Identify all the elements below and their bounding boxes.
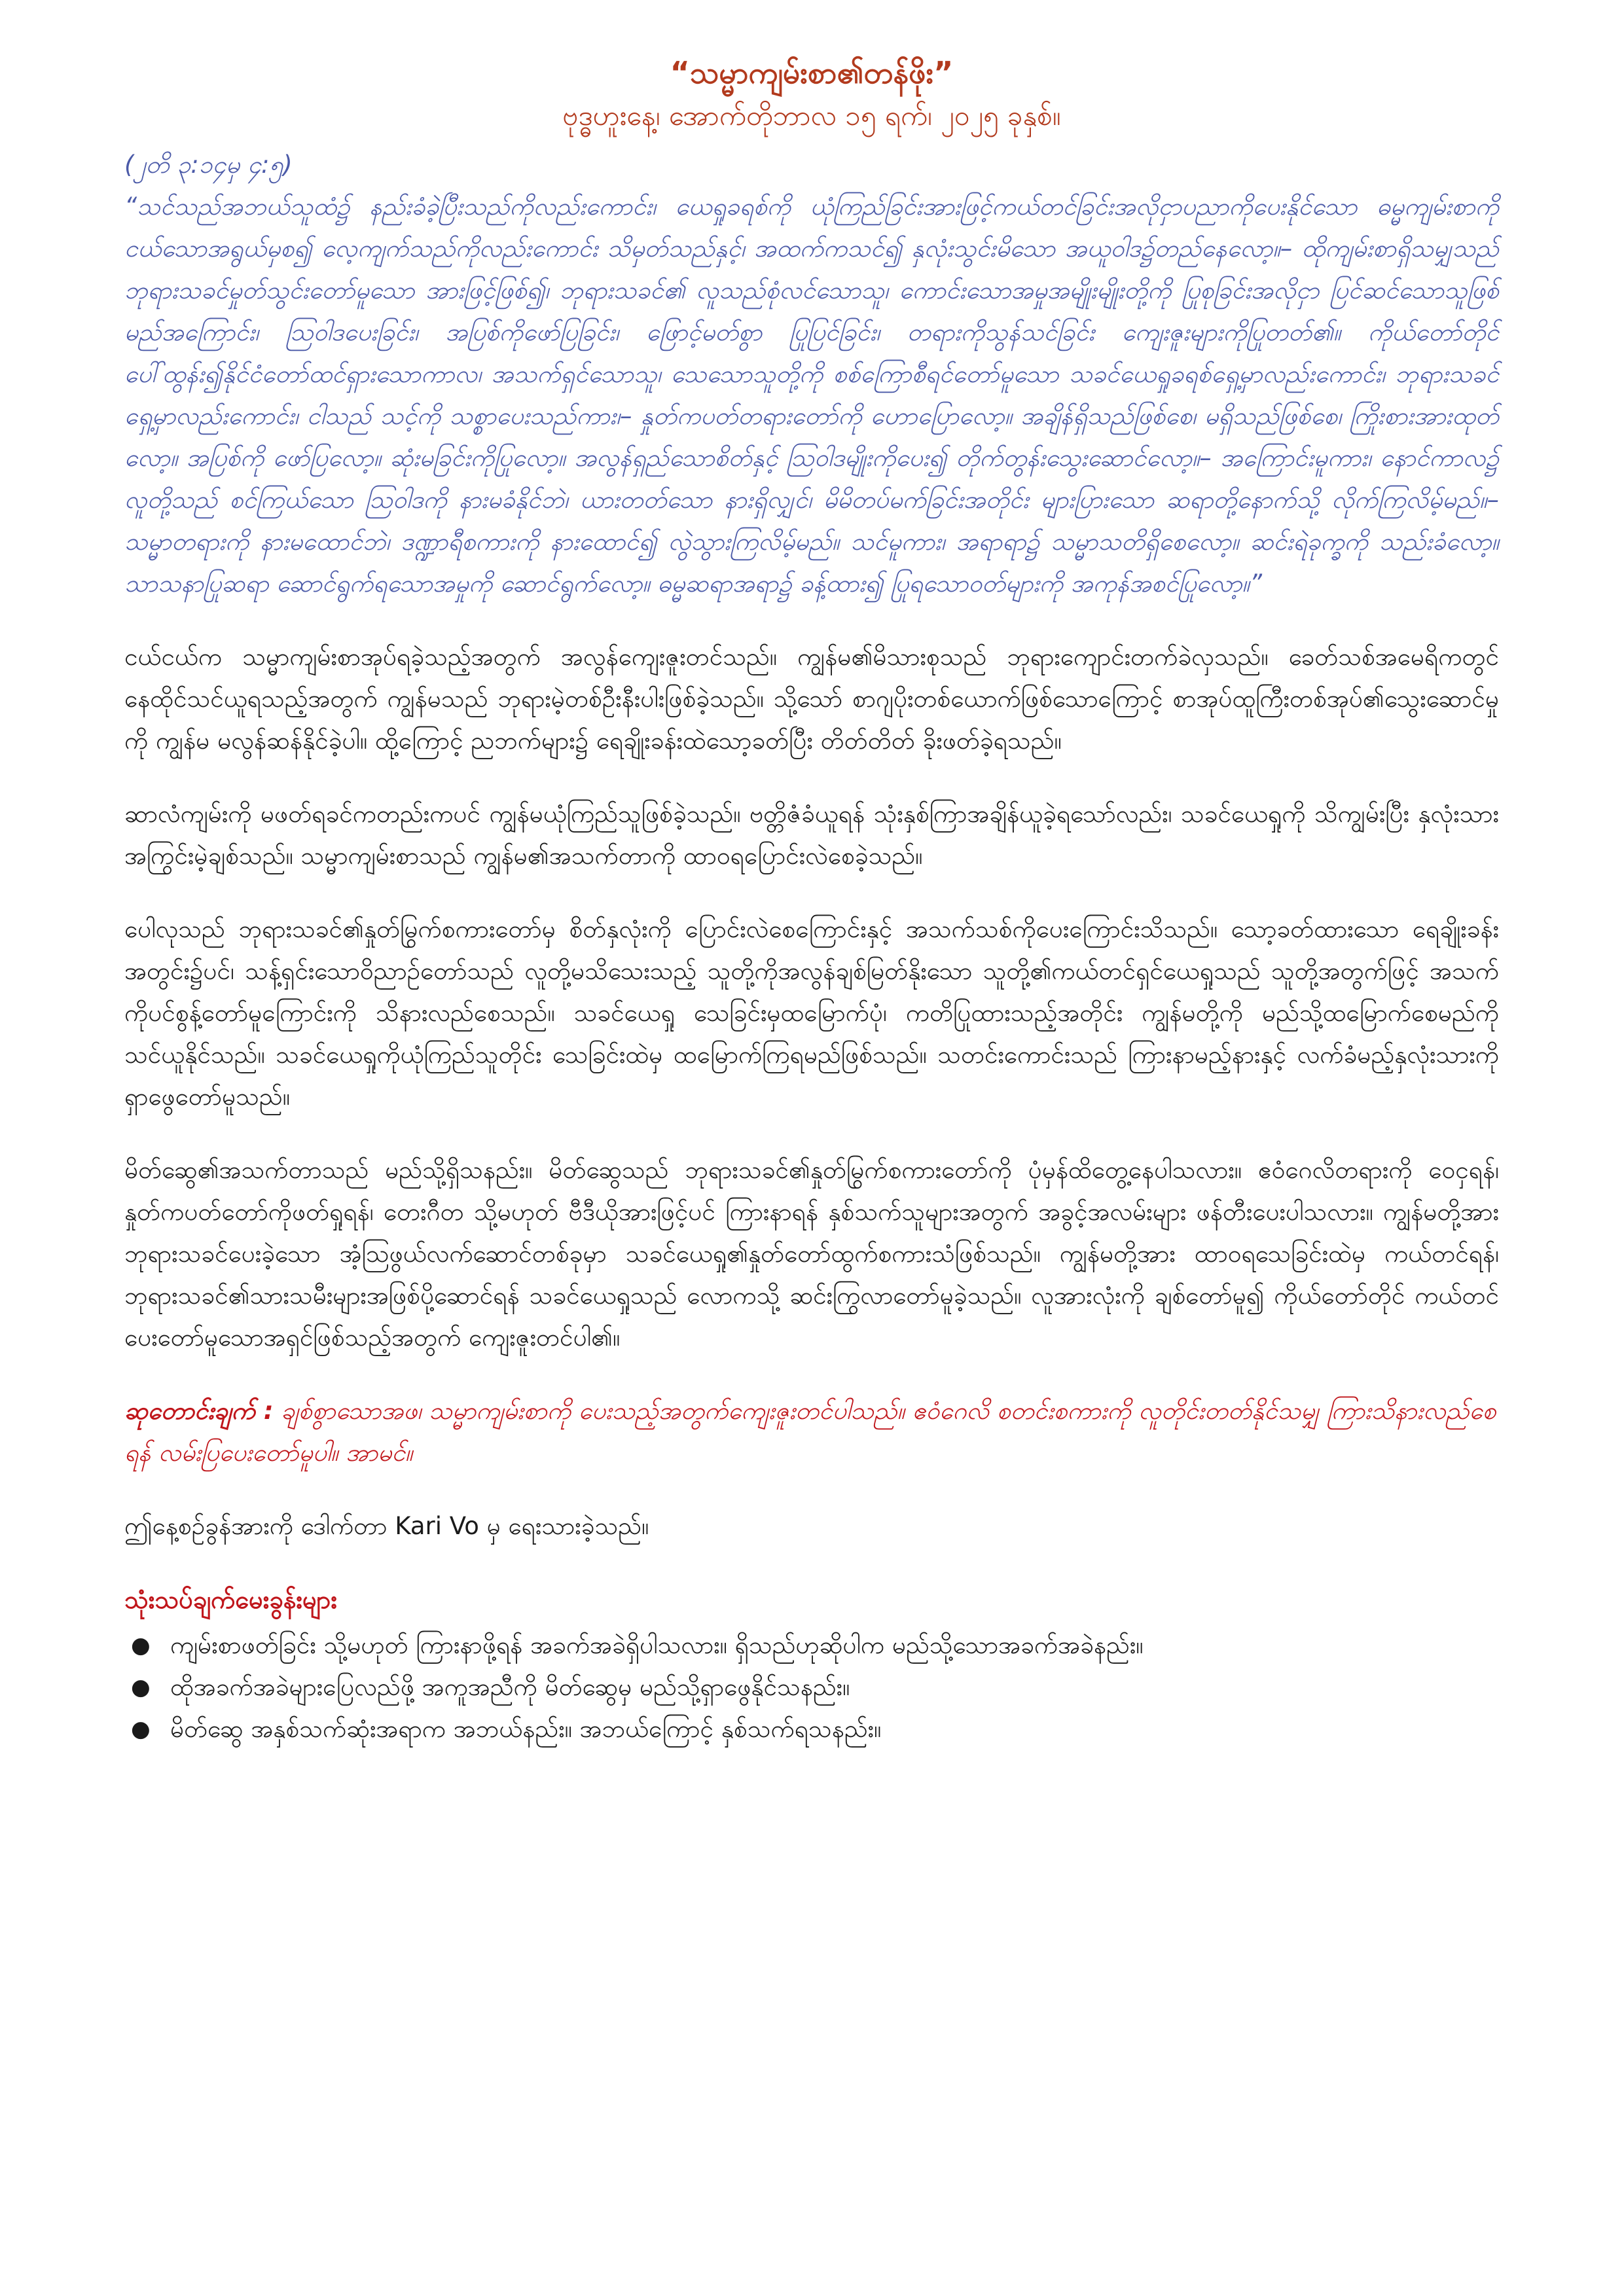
list-item [124, 1666, 1499, 1708]
body-paragraph-4: မိတ်ဆွေ၏အသက်တာသည် မည်သို့ရှိသနည်း။ မိတ်ဆွေသည် ဘုရားသခင်၏နှုတ်မြွက်စကားတော်ကို ပုံမှန်ထိတွေ့နေပါသလား။ ဧဝံဂေလိတရားကို ဝေငှရန်၊ နှုတ်ကပတ်တော်ကိုဖတ်ရှုရန်၊ တေးဂီတ သို့မဟုတ် ဗီဒီယိုအားဖြင့်ပင် ကြားနာရန် နှစ်သက်သူများအတွက် အခွင့်အလမ်းများ ဖန်တီးပေးပါသလား။ ကျွန်မတို့အား ဘုရားသခင်ပေးခဲ့သော အံ့ဩဖွယ်လက်ဆောင်တစ်ခုမှာ သခင်ယေရှု၏နှုတ်တော်ထွက်စကားသံဖြစ်သည်။ ကျွန်မတို့အား ထာဝရသေခြင်းထဲမှ ကယ်တင်ရန်၊ ဘုရားသခင်၏သားသမီးများအဖြစ်ပို့ဆောင်ရန် သခင်ယေရှုသည် လောကသို့ ဆင်းကြွလာတော်မူခဲ့သည်။ လူအားလုံးကို ချစ်တော်မူ၍ ကိုယ်တော်တိုင် ကယ်တင်ပေးတော်မူသောအရှင်ဖြစ်သည့်အတွက် ကျေးဇူးတင်ပါ၏။ [124, 1156, 1499, 1352]
bullet-icon: ● [131, 1632, 151, 1659]
question-text: မိတ်ဆွေ အနှစ်သက်ဆုံးအရာက အဘယ်နည်း။ အဘယ်ကြောင့် နှစ်သက်ရသနည်း။ [170, 1715, 882, 1743]
reflection-questions-title: သုံးသပ်ချက်မေးခွန်းများ [124, 1585, 338, 1614]
author-note: ဤနေ့စဉ်ခွန်အားကို ဒေါက်တာ Kari Vo မှ ရေးသားခဲ့သည်။ [124, 1512, 649, 1540]
body-paragraph-1: ငယ်ငယ်က သမ္မာကျမ်းစာအုပ်ရခဲ့သည့်အတွက် အလွန်ကျေးဇူးတင်သည်။ ကျွန်မ၏မိသားစုသည် ဘုရားကျောင်းတက်ခဲလှသည်။ ခေတ်သစ်အမေရိကတွင် နေထိုင်သင်ယူရသည့်အတွက် ကျွန်မသည် ဘုရားမဲ့တစ်ဦးနီးပါးဖြစ်ခဲ့သည်။ သို့သော် စာဂျပိုးတစ်ယောက်ဖြစ်သောကြောင့် စာအုပ်ထူကြီးတစ်အုပ်၏သွေးဆောင်မှုကို ကျွန်မ မလွန်ဆန်နိုင်ခဲ့ပါ။ ထို့ကြောင့် ညဘက်များ၌ ရေချိုးခန်းထဲသော့ခတ်ပြီး တိတ်တိတ် ခိုးဖတ်ခဲ့ရသည်။ [124, 643, 1499, 755]
scripture-reference: (၂တိ ၃:၁၄မှ ၄:၅) [124, 151, 293, 179]
document-page [124, 52, 1499, 2251]
list-item [124, 1708, 1499, 1750]
prayer [124, 1390, 1499, 1474]
scripture-quote [124, 144, 1499, 605]
scripture-text: “သင်သည်အဘယ်သူထံ၌ နည်းခံခဲ့ပြီးသည်ကိုလည်းကောင်း၊ ယေရှုခရစ်ကို ယုံကြည်ခြင်းအားဖြင့်ကယ်တင်ခြင်းအလိုငှာပညာကိုပေးနိုင်သော ဓမ္မကျမ်းစာကို ငယ်သောအရွယ်မှစ၍ လေ့ကျက်သည်ကိုလည်းကောင်း သိမှတ်သည်နှင့်၊ အထက်ကသင်၍ နှလုံးသွင်းမိသော အယူဝါဒ၌တည်နေလော့။– ထိုကျမ်းစာရှိသမျှသည် ဘုရားသခင်မှုတ်သွင်းတော်မူသော အားဖြင့်ဖြစ်၍၊ ဘုရားသခင်၏ လူသည်စုံလင်သောသူ၊ ကောင်းသောအမှုအမျိုးမျိုးတို့ကို ပြုစုခြင်းအလိုငှာ ပြင်ဆင်သောသူဖြစ်မည်အကြောင်း၊ ဩဝါဒပေးခြင်း၊ အပြစ်ကိုဖော်ပြခြင်း၊ ဖြောင့်မတ်စွာ ပြုပြင်ခြင်း၊ တရားကိုသွန်သင်ခြင်း ကျေးဇူးများကိုပြုတတ်၏။ ကိုယ်တော်တိုင်ပေါ်ထွန်း၍နိုင်ငံတော်ထင်ရှားသောကာလ၊ အသက်ရှင်သောသူ၊ သေသောသူတို့ကို စစ်ကြောစီရင်တော်မူသော သခင်ယေရှုခရစ်ရှေ့မှာလည်းကောင်း၊ ဘုရားသခင်ရှေ့မှာလည်းကောင်း၊ ငါသည် သင့်ကို သစ္စာပေးသည်ကား၊– နှုတ်ကပတ်တရားတော်ကို ဟောပြောလော့။ အချိန်ရှိသည်ဖြစ်စေ၊ မရှိသည်ဖြစ်စေ၊ ကြိုးစားအားထုတ်လော့။ အပြစ်ကို ဖော်ပြလော့။ ဆုံးမခြင်းကိုပြုလော့။ အလွန်ရှည်သောစိတ်နှင့် ဩဝါဒမျိုးကိုပေး၍ တိုက်တွန်းသွေးဆောင်လော့။– အကြောင်းမူကား၊ နောင်ကာလ၌ လူတို့သည် စင်ကြယ်သော ဩဝါဒကို နားမခံနိုင်ဘဲ၊ ယားတတ်သော နားရှိလျှင်၊ မိမိတပ်မက်ခြင်းအတိုင်း များပြားသော ဆရာတို့နောက်သို့ လိုက်ကြလိမ့်မည်။– သမ္မာတရားကို နားမထောင်ဘဲ၊ ဒဏ္ဍာရီစကားကို နားထောင်၍ လွဲသွားကြလိမ့်မည်။ သင်မူကား၊ အရာရာ၌ သမ္မာသတိရှိစေလော့။ ဆင်းရဲခုက္ခကို သည်းခံလော့။ သာသနာပြုဆရာ ဆောင်ရွက်ရသောအမှုကို ဆောင်ရွက်လော့။ ဓမ္မဆရာအရာ၌ ခန့်ထား၍ ပြုရသောဝတ်များကို အကုန်အစင်ပြုလော့။” [124, 192, 1499, 598]
question-text: ထိုအခက်အခဲများပြေလည်ဖို့ အကူအညီကို မိတ်ဆွေမှ မည်သို့ရှာဖွေနိုင်သနည်း။ [170, 1673, 850, 1701]
question-text: ကျမ်းစာဖတ်ခြင်း သို့မဟုတ် ကြားနာဖို့ရန် အခက်အခဲရှိပါသလား။ ရှိသည်ဟုဆိုပါက မည်သို့သောအခက်အခဲနည်း။ [170, 1631, 1144, 1659]
bullet-icon: ● [131, 1716, 151, 1742]
prayer-text: ချစ်စွာသောအဖ၊ သမ္မာကျမ်းစာကို ပေးသည့်အတွက်ကျေးဇူးတင်ပါသည်။ ဧဝံဂေလိ စတင်းစကားကို လူတိုင်းတတ်နိုင်သမျှ ကြားသိနားလည်စေရန် လမ်းပြပေးတော်မူပါ။ အာမင်။ [124, 1397, 1496, 1467]
bullet-icon: ● [131, 1674, 151, 1700]
devotion-date: ဗုဒ္ဓဟူးနေ့၊ အောက်တိုဘာလ ၁၅ ရက်၊ ၂၀၂၅ ခုနှစ်။ [562, 99, 1061, 132]
reflection-questions-list [124, 1624, 1499, 1750]
body-paragraph-2: ဆာလံကျမ်းကို မဖတ်ရခင်ကတည်းကပင် ကျွန်မယုံကြည်သူဖြစ်ခဲ့သည်။ ဗတ္တိဇံခံယူရန် သုံးနှစ်ကြာအချိန်ယူခဲ့ရသော်လည်း၊ သခင်ယေရှုကို သိကျွမ်းပြီး နှလုံးသားအကြွင်းမဲ့ချစ်သည်။ သမ္မာကျမ်းစာသည် ကျွန်မ၏အသက်တာကို ထာဝရပြောင်းလဲစေခဲ့သည်။ [124, 800, 1499, 870]
list-item [124, 1624, 1499, 1666]
body-paragraph-3: ပေါလုသည် ဘုရားသခင်၏နှုတ်မြွက်စကားတော်မှ စိတ်နှလုံးကို ပြောင်းလဲစေကြောင်းနှင့် အသက်သစ်ကိုပေးကြောင်းသိသည်။ သော့ခတ်ထားသော ရေချိုးခန်းအတွင်း၌ပင်၊ သန့်ရှင်းသောဝိညာဉ်တော်သည် လူတို့မသိသေးသည့် သူတို့ကိုအလွန်ချစ်မြတ်နိုးသော သူတို့၏ကယ်တင်ရှင်ယေရှုသည် သူတို့အတွက်ဖြင့် အသက်ကိုပင်စွန့်တော်မူကြောင်းကို သိနားလည်စေသည်။ သခင်ယေရှု သေခြင်းမှထမြောက်ပုံ၊ ကတိပြုထားသည့်အတိုင်း ကျွန်မတို့ကို မည်သို့ထမြောက်စေမည်ကို သင်ယူနိုင်သည်။ သခင်ယေရှုကိုယုံကြည်သူတိုင်း သေခြင်းထဲမှ ထမြောက်ကြရမည်ဖြစ်သည်။ သတင်းကောင်းသည် ကြားနာမည့်နားနှင့် လက်ခံမည့်နှလုံးသားကို ရှာဖွေတော်မူသည်။ [124, 915, 1499, 1111]
prayer-label: ဆုတောင်းချက် : [124, 1397, 274, 1425]
devotion-title: “သမ္မာကျမ်းစာ၏တန်ဖိုး” [670, 55, 954, 90]
